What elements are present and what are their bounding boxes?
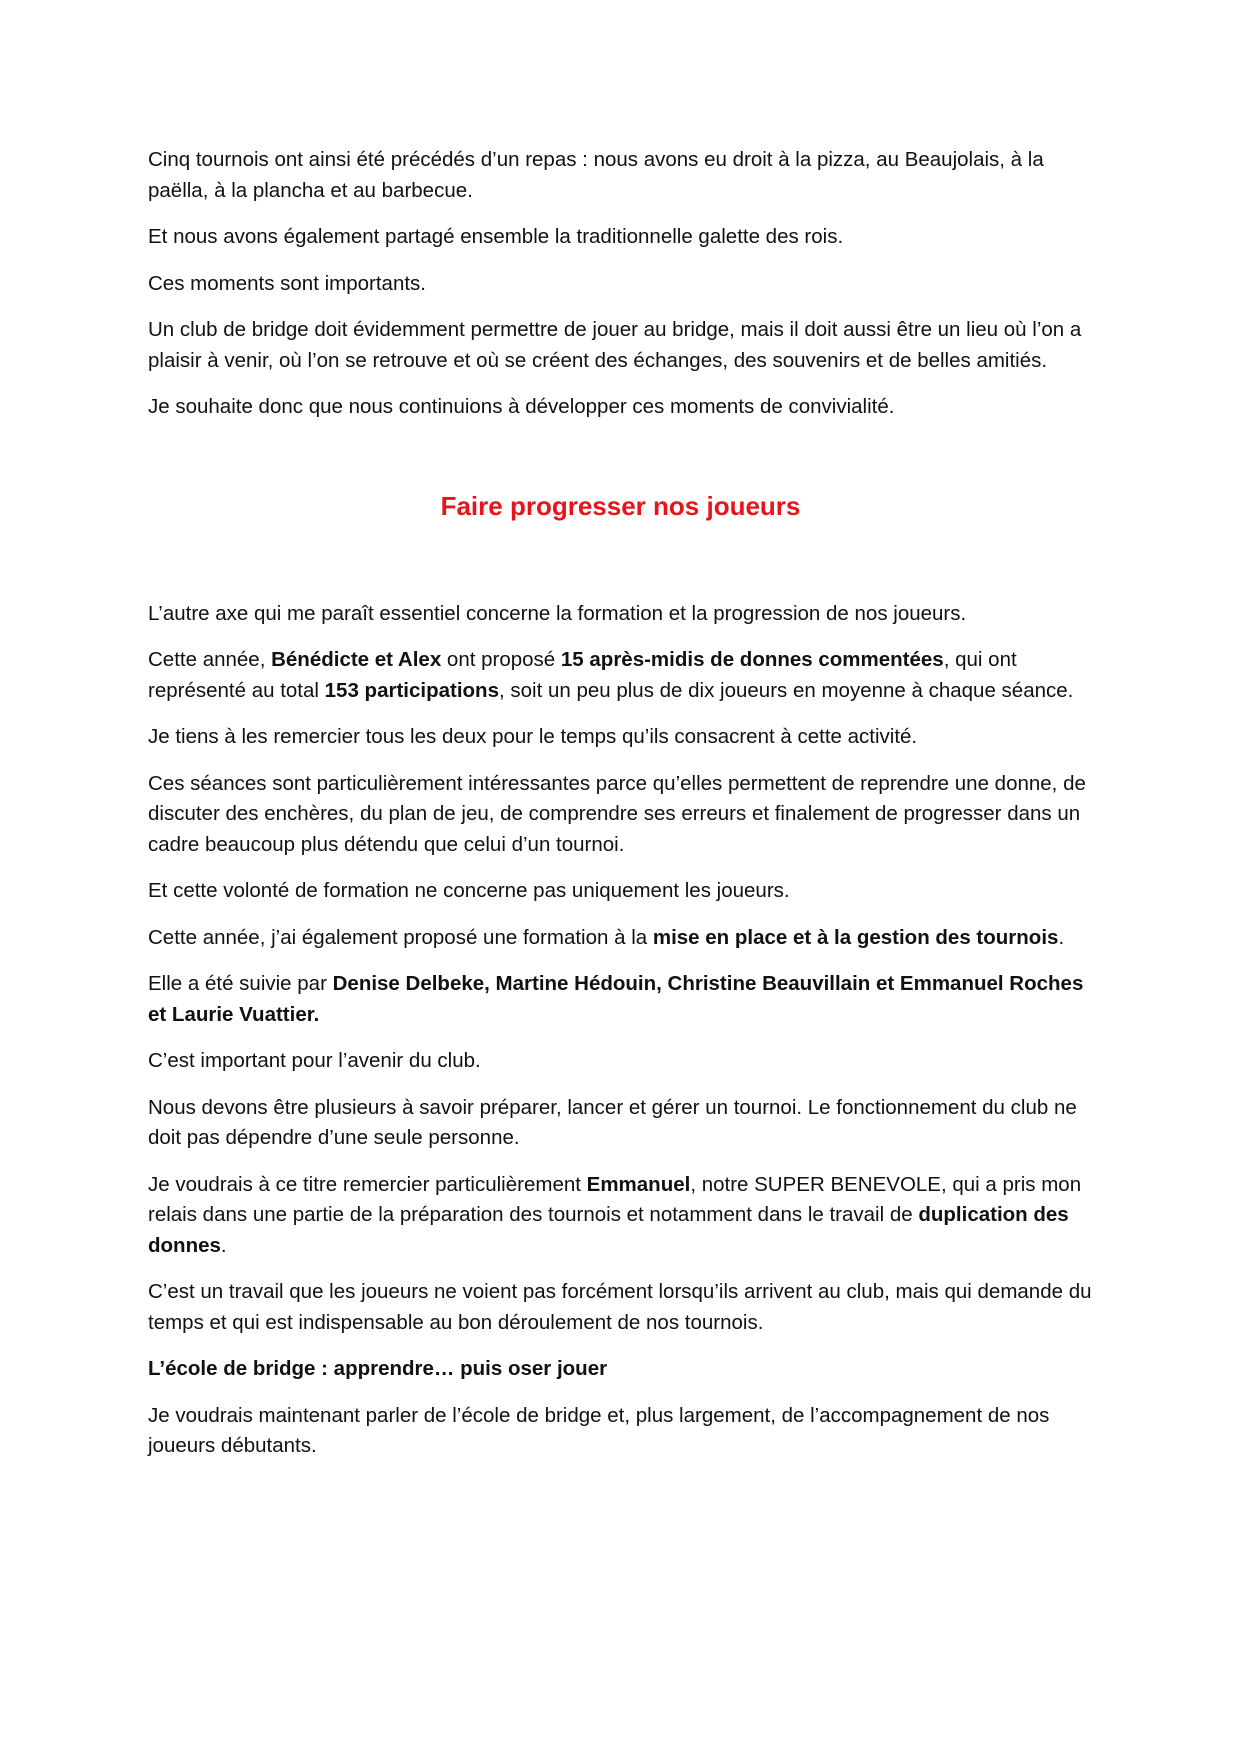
text-run: Cette année, j’ai également proposé une formation à la [148,925,653,949]
paragraph-conviviality: Je souhaite donc que nous continuions à développer ces moments de convivialité. [148,395,895,418]
text-run: , soit un peu plus de dix joueurs en moyenne à chaque séance. [498,678,1074,702]
text-run: . [220,1233,227,1257]
bold-run: 15 après-midis de donnes commentées [560,648,944,671]
bold-run: mise en place et à la gestion des tournois [652,925,1059,949]
text-run: . [1058,925,1065,949]
subheading-text: L’école de bridge : apprendre… puis oser jouer [148,1357,608,1380]
paragraph-tournament-training [148,923,1093,954]
paragraph-moments: Ces moments sont importants. [148,271,426,295]
text-run: ont proposé [441,648,561,671]
subheading-bridge-school [148,1354,1093,1385]
text-run: , qui ont représenté au total [148,648,1017,702]
document-page [148,145,1093,1478]
paragraph-club-purpose: Un club de bridge doit évidemment permettre de jouer au bridge, mais il doit aussi être un lieu où l’on a plaisir à venir, où l’on se retrouve et où se créent des échanges, des souvenirs et de belles amitiés. [148,318,1082,372]
section-title: Faire progresser nos joueurs [440,490,801,521]
text-run: Cette année, [148,648,272,671]
text-run: Je voudrais à ce titre remercier particulièrement [148,1172,587,1196]
paragraph-emmanuel-thanks [148,1170,1093,1262]
bold-run: Denise Delbeke, Martine Hédouin, Christine Beauvillain et Emmanuel Roches et Laurie Vuattier. [148,972,1084,1026]
paragraph-thanks: Je tiens à les remercier tous les deux pour le temps qu’ils consacrent à cette activité. [148,725,918,748]
bold-run: Emmanuel [586,1172,691,1196]
bold-run: 153 participations [324,678,499,702]
text-run: , notre SUPER BENEVOLE, qui a pris mon relais dans une partie de la préparation des tournois et notamment dans le travail de [148,1172,1082,1226]
text-run: Elle a été suivie par [148,972,333,995]
paragraph-commented-deals [148,645,1093,706]
paragraph-training-axis: L’autre axe qui me paraît essentiel concerne la formation et la progression de nos joueurs. [148,601,967,625]
paragraph-bridge-school: Je voudrais maintenant parler de l’école de bridge et, plus largement, de l’accompagnement de nos joueurs débutants. [148,1403,1050,1457]
paragraph-attendees [148,969,1093,1030]
paragraph-galette: Et nous avons également partagé ensemble la traditionnelle galette des rois. [148,225,844,248]
paragraph-invisible-work: C’est un travail que les joueurs ne voient pas forcément lorsqu’ils arrivent au club, mais qui demande du temps et qui est indispensable au bon déroulement de nos tournois. [148,1280,1092,1334]
paragraph-several-people: Nous devons être plusieurs à savoir préparer, lancer et gérer un tournoi. Le fonctionnement du club ne doit pas dépendre d’une seule personne. [148,1095,1077,1149]
bold-run: duplication des donnes [148,1203,1069,1257]
paragraph-meals: Cinq tournois ont ainsi été précédés d’un repas : nous avons eu droit à la pizza, au Beaujolais, à la paëlla, à la plancha et au barbecue. [148,148,1044,202]
bold-run: Bénédicte et Alex [271,648,442,671]
paragraph-future: C’est important pour l’avenir du club. [148,1049,481,1072]
paragraph-sessions: Ces séances sont particulièrement intéressantes parce qu’elles permettent de reprendre une donne, de discuter des enchères, du plan de jeu, de comprendre ses erreurs et finalement de progresser dans un cadre beaucoup plus détendu que celui d’un tournoi. [148,771,1086,856]
paragraph-not-only-players: Et cette volonté de formation ne concerne pas uniquement les joueurs. [148,879,790,902]
